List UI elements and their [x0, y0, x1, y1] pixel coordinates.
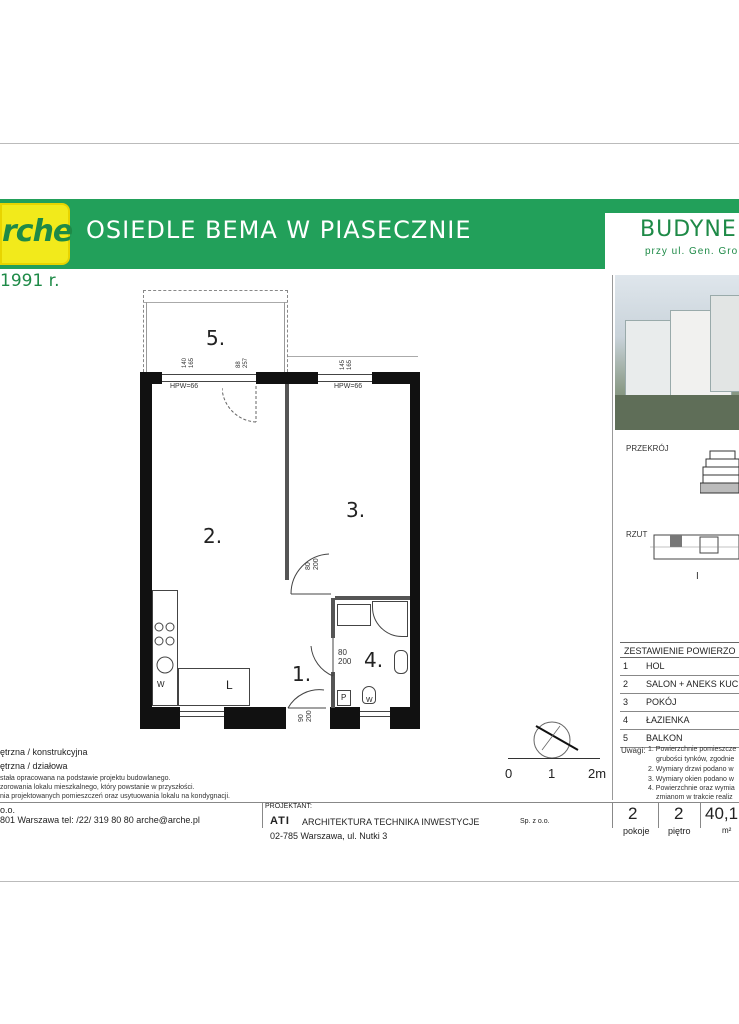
table-row: 2 SALON + ANEKS KUC [620, 676, 739, 694]
partition-wall [331, 598, 335, 638]
wall [256, 372, 318, 384]
table-row: 5 BALKON [620, 730, 739, 748]
plan-label: RZUT [626, 530, 648, 539]
scale-label: 1 [548, 766, 556, 781]
wall [410, 372, 420, 729]
door-size: 90 200 [298, 710, 313, 722]
balcony-door [222, 384, 262, 424]
partition-wall [335, 596, 410, 600]
sink [154, 654, 176, 676]
window [162, 374, 256, 382]
table-row: 1 HOL [620, 658, 739, 676]
note-line: grubości tynków, zgodnie [656, 756, 735, 763]
wall [330, 707, 360, 729]
note-line: 3. Wymiary okien podano w [648, 776, 734, 783]
fridge-label: L [226, 678, 233, 692]
legend-structural: ętrzna / konstrukcyjna [0, 747, 88, 757]
designer-label: PROJEKTANT: [265, 803, 312, 810]
designer-logo: ATI [270, 815, 290, 827]
table-row: 3 POKÓJ [620, 694, 739, 712]
bath-cabinet [337, 604, 371, 626]
washbasin [394, 650, 408, 674]
wall [224, 707, 286, 729]
scale-label: 2m [588, 766, 607, 781]
designer-address: 02-785 Warszawa, ul. Nutki 3 [270, 831, 388, 841]
rooms-value: 2 [628, 804, 638, 823]
washer-label: P [341, 693, 347, 702]
titleblock-divider [612, 802, 613, 828]
note-line: 4. Powierzchnie oraz wymia [648, 785, 735, 792]
room-number: 2. [203, 524, 223, 548]
rooms-label: pokoje [623, 826, 650, 836]
section-label: PRZEKRÓJ [626, 444, 669, 453]
hpw-label: HPW=66 [170, 383, 199, 390]
designer-name: ARCHITEKTURA TECHNIKA INWESTYCJE [302, 817, 480, 827]
project-title: OSIEDLE BEMA W PIASECZNIE [86, 216, 472, 244]
since-year: 1991 r. [0, 271, 60, 291]
company-contact: 801 Warszawa tel: /22/ 319 80 80 arche@arche.pl [0, 815, 200, 825]
scale-bar [508, 758, 600, 759]
hpw-label: HPW=66 [334, 383, 363, 390]
bathroom-door [309, 636, 335, 678]
floor-value: 2 [674, 804, 684, 823]
note-line: 2. Wymiary drzwi podano w [648, 766, 734, 773]
building-address: przy ul. Gen. Gro [645, 246, 739, 257]
scale-label: 0 [505, 766, 513, 781]
window [180, 711, 224, 717]
floor-marker: I [696, 571, 699, 582]
balcony-rail [284, 302, 285, 372]
room-number: 1. [292, 662, 312, 686]
window [360, 711, 390, 717]
legend-note: nia projektowanych pomieszczeń oraz usytuowania lokalu na kondygnacji. [0, 793, 230, 800]
section-drawing [700, 446, 739, 506]
kitchen-counter [152, 590, 178, 706]
dishwasher-label: W [157, 680, 165, 689]
wall [140, 707, 180, 729]
toilet-label: W [366, 697, 373, 704]
window-size: 145 165 [340, 359, 353, 370]
entrance-door [286, 688, 330, 710]
cooktop [153, 620, 177, 648]
building-label: BUDYNE [640, 217, 737, 242]
building-photo [615, 275, 739, 430]
balcony-rail [143, 302, 288, 303]
sheet-top-border [0, 143, 739, 144]
roof-edge [288, 356, 418, 357]
legend-note: zorowania lokalu mieszkalnego, który powstanie w przyszłości. [0, 784, 195, 791]
door-size: 80 200 [305, 558, 320, 570]
room-number: 3. [346, 498, 366, 522]
floor-label: piętro [668, 826, 691, 836]
designer-form: Sp. z o.o. [520, 818, 550, 825]
window [318, 374, 372, 382]
column-divider [612, 275, 613, 800]
company-name: o.o. [0, 805, 16, 815]
logo-text: rche [2, 214, 73, 249]
north-arrow-icon [530, 716, 582, 764]
table-row: 4 ŁAZIENKA [620, 712, 739, 730]
area-value: 40,1 [705, 804, 739, 823]
room-number: 5. [206, 326, 226, 350]
titleblock-divider [262, 802, 263, 828]
notes-label: Uwagi: [621, 746, 646, 755]
window-size: 140 165 [182, 357, 195, 368]
balcony-rail [146, 302, 147, 372]
area-unit: m² [722, 826, 732, 835]
note-line: 1. Powierzchnie pomieszcze [648, 746, 737, 753]
room-number: 4. [364, 648, 384, 672]
table-top-rule [620, 642, 739, 643]
titleblock-top-rule [0, 802, 739, 803]
window-size: 88 257 [236, 357, 249, 368]
legend-note: stała opracowana na podstawie projektu budowlanego. [0, 775, 171, 782]
area-table-title: ZESTAWIENIE POWIERZO [624, 646, 736, 656]
titleblock-divider [658, 802, 659, 828]
titleblock-divider [700, 802, 701, 828]
door-size: 80 200 [338, 648, 352, 666]
sheet-bottom-border [0, 881, 739, 882]
wall [140, 372, 152, 729]
note-line: zmianom w trakcie realiz [656, 794, 733, 801]
kitchen-counter [178, 668, 250, 706]
shower [372, 601, 408, 637]
legend-partition: ętrzna / działowa [0, 761, 68, 771]
wall [390, 707, 420, 729]
floor-plan-thumbnail [650, 525, 739, 575]
